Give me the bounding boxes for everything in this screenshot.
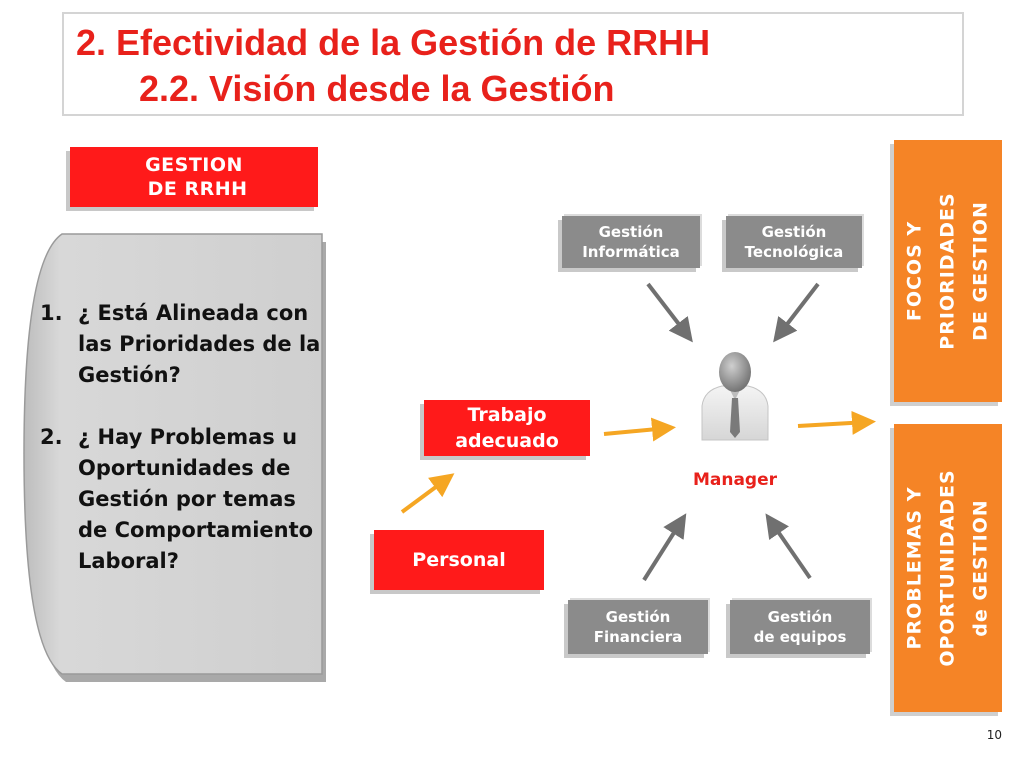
page-number: 10 xyxy=(986,728,1002,742)
gestion-informatica-box: Gestión Informática xyxy=(562,216,700,268)
gestion-tecnologica-box: Gestión Tecnológica xyxy=(726,216,862,268)
gestion-rrhh-label: GESTION DE RRHH xyxy=(70,147,318,207)
question-text: ¿ Hay Problemas u Oportunidades de Gestión por temas de Comportamiento Laboral? xyxy=(78,425,314,573)
arrow-personal-to-trabajo xyxy=(402,478,448,512)
personal-label: Personal xyxy=(374,530,544,590)
manager-label: Manager xyxy=(692,470,778,490)
arrow-tecnologica-to-manager xyxy=(778,284,818,336)
arrow-informatica-to-manager xyxy=(648,284,688,336)
arrow-trabajo-to-manager xyxy=(604,428,668,434)
title-line-1: 2. Efectividad de la Gestión de RRHH xyxy=(76,22,711,63)
focos-panel xyxy=(894,140,1002,402)
arrow-equipos-to-manager xyxy=(770,520,810,578)
problemas-text: PROBLEMAS Y OPORTUNIDADES de GESTION xyxy=(903,469,992,667)
problemas-panel xyxy=(894,424,1002,712)
question-text: ¿ Está Alineada con las Prioridades de la Gestión? xyxy=(78,301,321,387)
gestion-equipos-box: Gestión de equipos xyxy=(730,600,870,654)
focos-text: FOCOS Y PRIORIDADES DE GESTION xyxy=(903,192,992,350)
title-line-2: 2.2. Visión desde la Gestión xyxy=(139,68,615,109)
arrow-manager-to-outputs xyxy=(798,422,868,426)
manager-icon xyxy=(702,352,768,440)
question-number: 1. xyxy=(40,301,63,325)
gestion-financiera-box: Gestión Financiera xyxy=(568,600,708,654)
arrow-financiera-to-manager xyxy=(644,520,682,580)
question-number: 2. xyxy=(40,425,63,449)
trabajo-adecuado-label: Trabajo adecuado xyxy=(424,400,590,456)
